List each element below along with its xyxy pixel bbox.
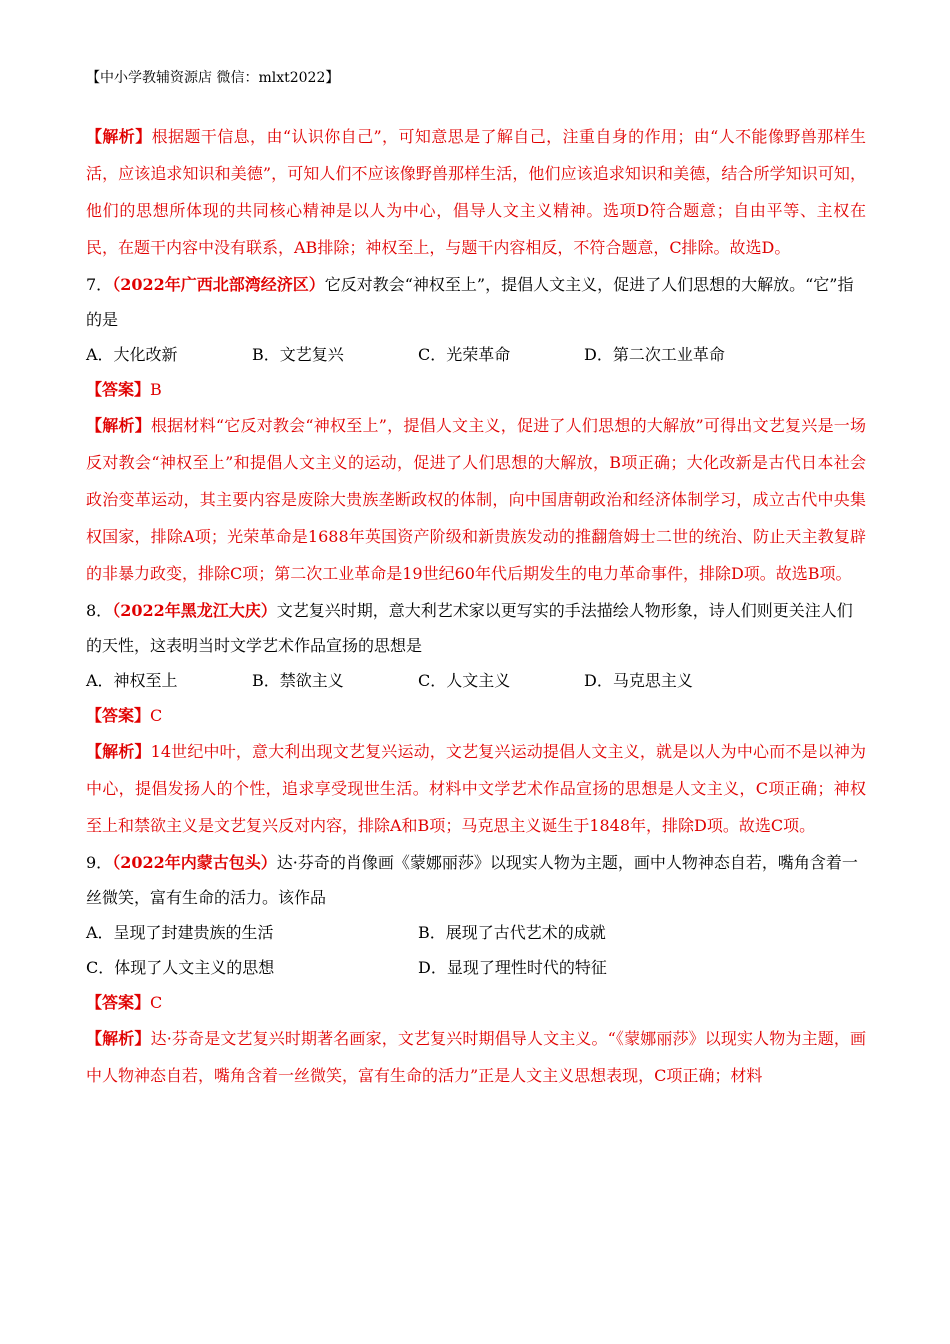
option-c: C．人文主义	[418, 671, 511, 690]
explanation-text: 达·芬奇是文艺复兴时期著名画家，文艺复兴时期倡导人文主义。“《蒙娜丽莎》以现实人物为主题，画中人物神态自若，嘴角含着一丝微笑，富有生命的活力”正是人文主义思想表现，C项正确；材料	[86, 1029, 866, 1085]
answer-q7	[86, 372, 866, 407]
options-q9-row2	[86, 950, 866, 985]
answer-label: 【答案】	[86, 706, 151, 725]
option-b: B．禁欲主义	[252, 671, 344, 690]
explanation-text: 根据题干信息，由“认识你自己”，可知意思是了解自己，注重自身的作用；由“人不能像野兽那样生活，应该追求知识和美德”，可知人们不应该像野兽那样生活，他们应该追求知识和美德，结合所学知识可知，他们的思想所体现的共同核心精神是以人为中心，倡导人文主义精神。选项D符合题意；自由平等、主权在民，在题干内容中没有联系，AB排除；神权至上，与题干内容相反，不符合题意，C排除。故选D。	[86, 127, 866, 257]
options-q9-row1	[86, 915, 866, 950]
option-a: A．大化改新	[86, 345, 178, 364]
question-number: 9．	[86, 853, 113, 872]
options-q8	[86, 663, 866, 698]
explanation-q9	[86, 1020, 866, 1094]
explanation-q7	[86, 407, 866, 592]
option-d: D．第二次工业革命	[584, 345, 725, 364]
option-b: B．展现了古代艺术的成就	[418, 923, 606, 942]
answer-value: C	[150, 993, 163, 1012]
question-stem: 达·芬奇的肖像画《蒙娜丽莎》以现实人物为主题，画中人物神态自若，嘴角含着一丝微笑，富有生命的活力。该作品	[86, 853, 858, 907]
option-d: D．显现了理性时代的特征	[418, 958, 607, 977]
question-source: （2022年广西北部湾经济区）	[112, 275, 325, 294]
explanation-label: 【解析】	[86, 742, 151, 761]
option-c: C．体现了人文主义的思想	[86, 958, 275, 977]
answer-label: 【答案】	[86, 993, 151, 1012]
question-8	[86, 593, 866, 663]
explanation-text: 14世纪中叶，意大利出现文艺复兴运动，文艺复兴运动提倡人文主义，就是以人为中心而不是以神为中心，提倡发扬人的个性，追求享受现世生活。材料中文学艺术作品宣扬的思想是人文主义，C项正确；神权至上和禁欲主义是文艺复兴反对内容，排除A和B项；马克思主义诞生于1848年，排除D项。故选C项。	[86, 742, 866, 835]
question-source: （2022年黑龙江大庆）	[112, 601, 277, 620]
question-stem: 文艺复兴时期，意大利艺术家以更写实的手法描绘人物形象，诗人们则更关注人们的天性，这表明当时文学艺术作品宣扬的思想是	[86, 601, 853, 655]
question-number: 7．	[86, 275, 113, 294]
explanation-q8	[86, 733, 866, 844]
answer-q8	[86, 698, 866, 733]
question-7	[86, 267, 866, 337]
answer-value: B	[150, 380, 162, 399]
question-source: （2022年内蒙古包头）	[112, 853, 277, 872]
document-body	[86, 118, 866, 1094]
option-a: A．呈现了封建贵族的生活	[86, 923, 274, 942]
option-d: D．马克思主义	[584, 671, 693, 690]
page-header: 【中小学教辅资源店 微信：mlxt2022】	[86, 70, 340, 86]
question-number: 8．	[86, 601, 113, 620]
options-q7	[86, 337, 866, 372]
explanation-q6	[86, 118, 866, 266]
explanation-label: 【解析】	[86, 416, 151, 435]
option-c: C．光荣革命	[418, 345, 511, 364]
option-a: A．神权至上	[86, 671, 178, 690]
answer-value: C	[150, 706, 163, 725]
explanation-label: 【解析】	[86, 1029, 151, 1048]
explanation-text: 根据材料“它反对教会“神权至上”，提倡人文主义，促进了人们思想的大解放”可得出文艺复兴是一场反对教会“神权至上”和提倡人文主义的运动，促进了人们思想的大解放，B项正确；大化改新是古代日本社会政治变革运动，其主要内容是废除大贵族垄断政权的体制，向中国唐朝政治和经济体制学习，成立古代中央集权国家，排除A项；光荣革命是1688年英国资产阶级和新贵族发动的推翻詹姆士二世的统治、防止天主教复辟的非暴力政变，排除C项；第二次工业革命是19世纪60年代后期发生的电力革命事件，排除D项。故选B项。	[86, 416, 866, 583]
answer-label: 【答案】	[86, 380, 151, 399]
question-9	[86, 845, 866, 915]
explanation-label: 【解析】	[86, 127, 152, 146]
option-b: B．文艺复兴	[252, 345, 344, 364]
question-stem: 它反对教会“神权至上”，提倡人文主义，促进了人们思想的大解放。“它”指的是	[86, 275, 854, 329]
answer-q9	[86, 985, 866, 1020]
